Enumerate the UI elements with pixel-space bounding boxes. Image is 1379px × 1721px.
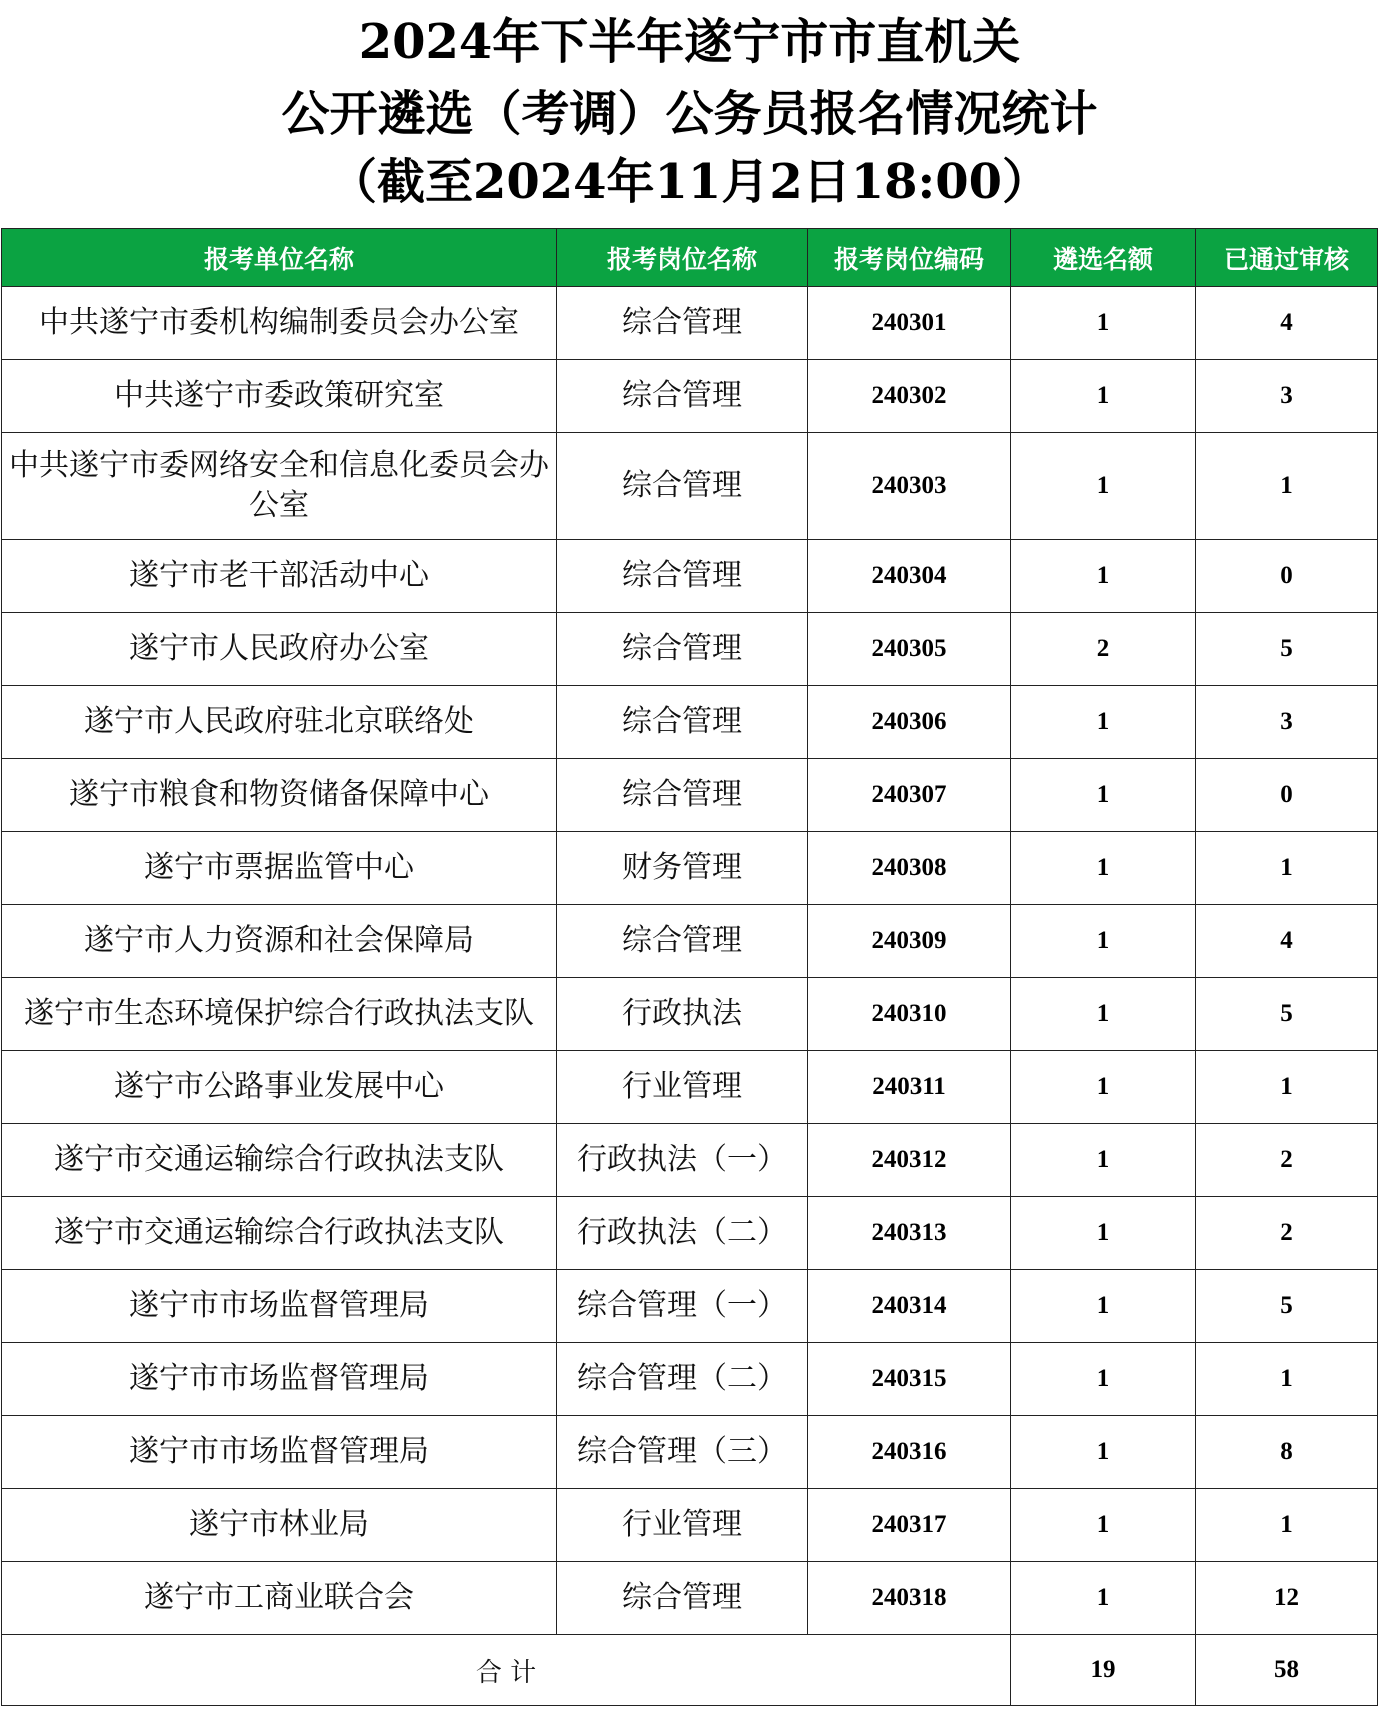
table-row (2, 832, 1378, 905)
post-cell: 综合管理 (557, 759, 808, 832)
title-line-1: 2024年下半年遂宁市市直机关 (358, 14, 1021, 70)
quota-cell: 1 (1011, 832, 1196, 905)
unit-cell: 遂宁市交通运输综合行政执法支队 (2, 1197, 557, 1270)
post-cell: 综合管理 (557, 540, 808, 613)
post-cell: 行业管理 (557, 1489, 808, 1562)
code-cell: 240307 (808, 759, 1011, 832)
col-header-quota: 遴选名额 (1011, 229, 1196, 287)
post-cell: 综合管理 (557, 287, 808, 360)
post-cell: 行业管理 (557, 1051, 808, 1124)
table-row (2, 1197, 1378, 1270)
quota-cell: 1 (1011, 978, 1196, 1051)
passed-cell: 3 (1196, 686, 1378, 759)
table-row (2, 613, 1378, 686)
passed-cell: 5 (1196, 978, 1378, 1051)
code-cell: 240305 (808, 613, 1011, 686)
total-row (2, 1635, 1378, 1706)
post-cell: 综合管理 (557, 613, 808, 686)
post-cell: 行政执法（二） (557, 1197, 808, 1270)
table-row (2, 360, 1378, 433)
table-row (2, 1562, 1378, 1635)
table-row (2, 540, 1378, 613)
code-cell: 240313 (808, 1197, 1011, 1270)
code-cell: 240310 (808, 978, 1011, 1051)
registration-table (1, 228, 1378, 1706)
quota-cell: 1 (1011, 686, 1196, 759)
passed-cell: 8 (1196, 1416, 1378, 1489)
unit-cell: 遂宁市交通运输综合行政执法支队 (2, 1124, 557, 1197)
title-line-2: 公开遴选（考调）公务员报名情况统计 (281, 86, 1098, 142)
quota-cell: 1 (1011, 759, 1196, 832)
code-cell: 240308 (808, 832, 1011, 905)
post-cell: 综合管理 (557, 433, 808, 540)
code-cell: 240302 (808, 360, 1011, 433)
unit-cell: 遂宁市人民政府办公室 (2, 613, 557, 686)
code-cell: 240316 (808, 1416, 1011, 1489)
quota-cell: 1 (1011, 540, 1196, 613)
quota-cell: 1 (1011, 287, 1196, 360)
table-row (2, 1489, 1378, 1562)
table-row (2, 433, 1378, 540)
post-cell: 综合管理 (557, 360, 808, 433)
table-row (2, 1124, 1378, 1197)
title-line-3: （截至2024年11月2日18:00） (328, 154, 1051, 210)
passed-cell: 4 (1196, 905, 1378, 978)
table-row (2, 905, 1378, 978)
post-cell: 综合管理（三） (557, 1416, 808, 1489)
post-cell: 综合管理（一） (557, 1270, 808, 1343)
code-cell: 240312 (808, 1124, 1011, 1197)
passed-cell: 2 (1196, 1197, 1378, 1270)
unit-cell: 中共遂宁市委网络安全和信息化委员会办公室 (2, 433, 557, 540)
unit-cell: 遂宁市市场监督管理局 (2, 1416, 557, 1489)
passed-cell: 1 (1196, 433, 1378, 540)
post-cell: 财务管理 (557, 832, 808, 905)
post-cell: 综合管理 (557, 1562, 808, 1635)
passed-cell: 2 (1196, 1124, 1378, 1197)
table-row (2, 1051, 1378, 1124)
quota-cell: 1 (1011, 1416, 1196, 1489)
code-cell: 240315 (808, 1343, 1011, 1416)
post-cell: 综合管理 (557, 686, 808, 759)
quota-cell: 2 (1011, 613, 1196, 686)
table-row (2, 759, 1378, 832)
post-cell: 行政执法 (557, 978, 808, 1051)
table-row (2, 287, 1378, 360)
unit-cell: 遂宁市工商业联合会 (2, 1562, 557, 1635)
quota-cell: 1 (1011, 1562, 1196, 1635)
total-passed: 58 (1196, 1635, 1378, 1706)
table-row (2, 1416, 1378, 1489)
passed-cell: 1 (1196, 1051, 1378, 1124)
code-cell: 240314 (808, 1270, 1011, 1343)
code-cell: 240304 (808, 540, 1011, 613)
post-cell: 行政执法（一） (557, 1124, 808, 1197)
table-row (2, 1270, 1378, 1343)
code-cell: 240306 (808, 686, 1011, 759)
unit-cell: 遂宁市人民政府驻北京联络处 (2, 686, 557, 759)
table-row (2, 1343, 1378, 1416)
passed-cell: 5 (1196, 1270, 1378, 1343)
document-title (0, 0, 1379, 228)
unit-cell: 遂宁市票据监管中心 (2, 832, 557, 905)
post-cell: 综合管理 (557, 905, 808, 978)
quota-cell: 1 (1011, 1270, 1196, 1343)
passed-cell: 0 (1196, 540, 1378, 613)
table-header-row (2, 229, 1378, 287)
unit-cell: 遂宁市粮食和物资储备保障中心 (2, 759, 557, 832)
quota-cell: 1 (1011, 1197, 1196, 1270)
total-label: 合 计 (2, 1635, 1011, 1706)
code-cell: 240309 (808, 905, 1011, 978)
quota-cell: 1 (1011, 1343, 1196, 1416)
unit-cell: 中共遂宁市委政策研究室 (2, 360, 557, 433)
passed-cell: 4 (1196, 287, 1378, 360)
passed-cell: 1 (1196, 832, 1378, 905)
quota-cell: 1 (1011, 1489, 1196, 1562)
table-body (2, 287, 1378, 1706)
passed-cell: 0 (1196, 759, 1378, 832)
col-header-unit: 报考单位名称 (2, 229, 557, 287)
code-cell: 240317 (808, 1489, 1011, 1562)
post-cell: 综合管理（二） (557, 1343, 808, 1416)
code-cell: 240301 (808, 287, 1011, 360)
quota-cell: 1 (1011, 1124, 1196, 1197)
col-header-passed: 已通过审核 (1196, 229, 1378, 287)
col-header-post: 报考岗位名称 (557, 229, 808, 287)
quota-cell: 1 (1011, 905, 1196, 978)
quota-cell: 1 (1011, 1051, 1196, 1124)
unit-cell: 遂宁市林业局 (2, 1489, 557, 1562)
passed-cell: 5 (1196, 613, 1378, 686)
quota-cell: 1 (1011, 360, 1196, 433)
unit-cell: 遂宁市人力资源和社会保障局 (2, 905, 557, 978)
unit-cell: 遂宁市生态环境保护综合行政执法支队 (2, 978, 557, 1051)
unit-cell: 遂宁市市场监督管理局 (2, 1270, 557, 1343)
passed-cell: 3 (1196, 360, 1378, 433)
passed-cell: 1 (1196, 1489, 1378, 1562)
unit-cell: 中共遂宁市委机构编制委员会办公室 (2, 287, 557, 360)
total-quota: 19 (1011, 1635, 1196, 1706)
unit-cell: 遂宁市公路事业发展中心 (2, 1051, 557, 1124)
code-cell: 240311 (808, 1051, 1011, 1124)
table-row (2, 978, 1378, 1051)
col-header-code: 报考岗位编码 (808, 229, 1011, 287)
code-cell: 240318 (808, 1562, 1011, 1635)
passed-cell: 12 (1196, 1562, 1378, 1635)
quota-cell: 1 (1011, 433, 1196, 540)
unit-cell: 遂宁市老干部活动中心 (2, 540, 557, 613)
code-cell: 240303 (808, 433, 1011, 540)
passed-cell: 1 (1196, 1343, 1378, 1416)
unit-cell: 遂宁市市场监督管理局 (2, 1343, 557, 1416)
table-row (2, 686, 1378, 759)
